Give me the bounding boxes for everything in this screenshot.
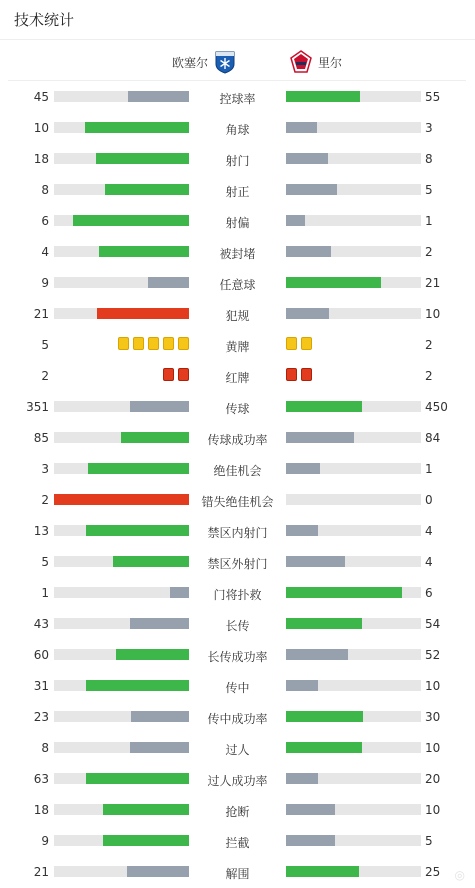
home-bar-track [54,525,189,536]
home-bar-track [54,556,189,567]
stat-label: 控球率 [219,92,256,106]
stat-row [0,857,475,888]
stat-label: 错失绝佳机会 [201,495,274,509]
away-bar-fill [286,680,318,691]
stat-label: 红牌 [225,371,250,385]
stat-label: 射正 [225,185,250,199]
home-cards [163,368,189,381]
stat-row [0,237,475,268]
home-value: 5 [41,555,49,569]
home-bar-fill [131,711,189,722]
stat-label: 传球成功率 [207,433,268,447]
away-bar-track [286,215,421,226]
yellow-card-icon [148,337,159,350]
lille-crest-icon [290,50,312,74]
away-bar-fill [286,742,362,753]
home-bar-fill [103,835,189,846]
home-value: 85 [33,431,49,445]
red-card-icon [301,368,312,381]
yellow-card-icon [178,337,189,350]
stat-label: 门将扑救 [213,588,262,602]
away-value: 3 [425,121,433,135]
away-bar-track [286,804,421,815]
home-value: 63 [33,772,49,786]
stat-row [0,144,475,175]
away-bar-fill [286,277,381,288]
watermark: ◎ [454,868,465,882]
home-value: 21 [33,307,49,321]
away-value: 54 [425,617,441,631]
away-bar-fill [286,308,329,319]
stat-row [0,764,475,795]
auxerre-crest-icon [214,50,236,74]
away-bar-track [286,184,421,195]
away-value: 21 [425,276,441,290]
home-bar-fill [86,680,189,691]
away-bar-track [286,494,421,505]
home-bar-fill [88,463,189,474]
home-bar-track [54,711,189,722]
home-bar-track [54,680,189,691]
home-value: 2 [41,493,49,507]
home-bar-track [54,587,189,598]
away-bar-track [286,556,421,567]
away-bar-fill [286,773,318,784]
stat-row [0,795,475,826]
home-bar-fill [103,804,189,815]
away-value: 25 [425,865,441,879]
away-bar-track [286,153,421,164]
home-bar-track [54,122,189,133]
stat-row [0,82,475,113]
away-bar-fill [286,401,362,412]
home-bar-track [54,401,189,412]
away-bar-fill [286,463,320,474]
away-bar-fill [286,122,317,133]
away-bar-fill [286,711,363,722]
home-value: 4 [41,245,49,259]
away-bar-track [286,618,421,629]
home-bar-fill [148,277,189,288]
away-bar-fill [286,556,345,567]
home-bar-fill [130,618,189,629]
home-value: 6 [41,214,49,228]
yellow-card-icon [118,337,129,350]
away-bar-fill [286,649,348,660]
stat-row [0,578,475,609]
home-value: 3 [41,462,49,476]
home-value: 5 [41,338,49,352]
home-bar-fill [86,525,189,536]
away-value: 8 [425,152,433,166]
home-bar-fill [73,215,189,226]
stat-label: 禁区内射门 [207,526,268,540]
away-value: 2 [425,245,433,259]
stat-row [0,454,475,485]
home-bar-fill [97,308,189,319]
away-bar-fill [286,587,402,598]
home-bar-fill [121,432,189,443]
away-bar-track [286,773,421,784]
stat-label: 传中 [225,681,250,695]
away-cards [286,337,312,350]
home-bar-fill [130,401,189,412]
home-bar-track [54,153,189,164]
stat-row [0,547,475,578]
away-bar-track [286,742,421,753]
stat-row [0,826,475,857]
stat-label: 传球 [225,402,250,416]
stat-row [0,485,475,516]
away-bar-track [286,432,421,443]
stat-label: 抢断 [225,805,250,819]
away-value: 10 [425,307,441,321]
red-card-icon [178,368,189,381]
away-bar-track [286,835,421,846]
home-bar-track [54,91,189,102]
home-bar-track [54,494,189,505]
stat-label: 犯规 [225,309,250,323]
red-card-icon [163,368,174,381]
home-bar-fill [170,587,189,598]
home-value: 31 [33,679,49,693]
away-value: 52 [425,648,441,662]
away-value: 2 [425,369,433,383]
stat-label: 射门 [225,154,250,168]
home-value: 1 [41,586,49,600]
away-bar-track [286,277,421,288]
away-value: 55 [425,90,441,104]
home-value: 13 [33,524,49,538]
stat-row [0,299,475,330]
away-value: 1 [425,462,433,476]
stat-row [0,175,475,206]
away-bar-fill [286,525,318,536]
away-value: 6 [425,586,433,600]
home-value: 60 [33,648,49,662]
yellow-card-icon [301,337,312,350]
away-bar-track [286,711,421,722]
away-value: 84 [425,431,441,445]
away-value: 0 [425,493,433,507]
stat-row [0,268,475,299]
home-bar-fill [130,742,189,753]
home-bar-track [54,618,189,629]
stat-row [0,423,475,454]
stat-label: 任意球 [219,278,256,292]
stat-row [0,609,475,640]
stat-row [0,733,475,764]
away-bar-track [286,122,421,133]
yellow-card-icon [163,337,174,350]
home-bar-track [54,649,189,660]
home-value: 8 [41,183,49,197]
away-value: 4 [425,524,433,538]
away-value: 20 [425,772,441,786]
away-bar-fill [286,835,335,846]
stat-label: 过人 [225,743,250,757]
home-value: 10 [33,121,49,135]
home-value: 21 [33,865,49,879]
stat-label: 黄牌 [225,340,250,354]
home-bar-track [54,773,189,784]
home-bar-fill [127,866,189,877]
home-bar-track [54,215,189,226]
away-bar-track [286,680,421,691]
home-value: 45 [33,90,49,104]
stat-row [0,702,475,733]
home-bar-fill [86,773,189,784]
away-value: 5 [425,834,433,848]
home-value: 23 [33,710,49,724]
home-bar-fill [99,246,189,257]
home-value: 351 [26,400,49,414]
stat-row [0,640,475,671]
home-value: 2 [41,369,49,383]
home-bar-fill [113,556,189,567]
away-value: 1 [425,214,433,228]
away-bar-track [286,525,421,536]
red-card-icon [286,368,297,381]
home-bar-track [54,184,189,195]
home-team[interactable] [172,44,236,80]
stat-label: 解围 [225,867,250,881]
stat-row [0,206,475,237]
yellow-card-icon [133,337,144,350]
away-bar-track [286,649,421,660]
away-bar-fill [286,184,337,195]
home-bar-fill [105,184,189,195]
home-bar-fill [85,122,189,133]
stat-row [0,361,475,392]
home-cards [118,337,189,350]
away-bar-track [286,463,421,474]
home-bar-fill [116,649,189,660]
away-value: 10 [425,679,441,693]
stat-row [0,516,475,547]
stat-label: 长传 [225,619,250,633]
home-bar-track [54,277,189,288]
stat-label: 禁区外射门 [207,557,268,571]
away-bar-track [286,866,421,877]
away-bar-fill [286,866,359,877]
stat-label: 角球 [225,123,250,137]
stat-row [0,330,475,361]
away-bar-fill [286,215,305,226]
away-value: 4 [425,555,433,569]
away-bar-fill [286,91,360,102]
stat-label: 拦截 [225,836,250,850]
stats-header [0,0,475,40]
home-value: 43 [33,617,49,631]
home-value: 9 [41,276,49,290]
stat-row [0,392,475,423]
away-value: 30 [425,710,441,724]
home-bar-fill [54,494,189,505]
teams-row [8,44,466,81]
home-bar-track [54,308,189,319]
stat-label: 射偏 [225,216,250,230]
away-value: 10 [425,803,441,817]
away-bar-track [286,91,421,102]
home-bar-track [54,866,189,877]
stat-label: 传中成功率 [207,712,268,726]
away-bar-track [286,401,421,412]
home-bar-track [54,463,189,474]
away-bar-fill [286,246,331,257]
away-bar-track [286,587,421,598]
away-bar-fill [286,153,328,164]
away-bar-track [286,308,421,319]
away-bar-fill [286,432,354,443]
home-bar-track [54,804,189,815]
page-title: 技术统计 [14,11,75,29]
home-bar-fill [128,91,189,102]
home-value: 8 [41,741,49,755]
home-bar-track [54,742,189,753]
home-bar-track [54,835,189,846]
yellow-card-icon [286,337,297,350]
away-value: 5 [425,183,433,197]
stat-label: 被封堵 [219,247,256,261]
home-team-name: 欧塞尔 [171,55,208,70]
away-value: 2 [425,338,433,352]
home-bar-fill [96,153,189,164]
away-value: 450 [425,400,448,414]
home-bar-track [54,246,189,257]
away-cards [286,368,312,381]
away-bar-fill [286,618,362,629]
away-value: 10 [425,741,441,755]
away-bar-track [286,246,421,257]
stat-label: 绝佳机会 [213,464,262,478]
away-bar-fill [286,804,335,815]
stat-row [0,113,475,144]
home-value: 9 [41,834,49,848]
away-team-name: 里尔 [318,55,343,70]
home-value: 18 [33,152,49,166]
home-bar-track [54,432,189,443]
away-team[interactable] [290,44,342,80]
stat-row [0,671,475,702]
stat-label: 长传成功率 [207,650,268,664]
stat-label: 过人成功率 [207,774,268,788]
home-value: 18 [33,803,49,817]
